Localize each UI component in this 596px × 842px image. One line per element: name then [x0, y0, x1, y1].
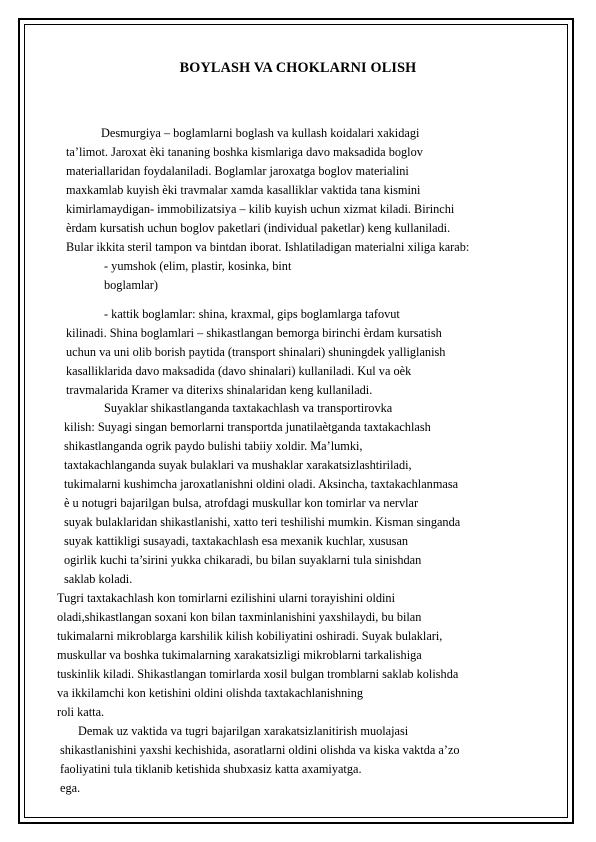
text-line: saklab koladi.: [64, 572, 133, 586]
text-line: oladi,shikastlangan soxani kon bilan taxminlanishini yaxshilaydi, bu bilan: [57, 610, 422, 624]
text-line: muskullar va boshka tukimalarning xarakatsizligi mikroblarni tarkalishiga: [57, 648, 422, 662]
text-line: shikastlanishini yaxshi kechishida, asoratlarni oldini olishda va kiska vaktda a’zo: [60, 743, 460, 757]
text-line: taxtakachlanganda suyak bulaklari va mushaklar xarakatsizlashtiriladi,: [64, 458, 412, 472]
text-line: va ikkilamchi kon ketishini oldini olishda taxtakachlanishning: [57, 686, 364, 700]
text-line: faoliyatini tula tiklanib ketishida shubxasiz katta axamiyatga.: [60, 762, 362, 776]
text-line: - yumshok (elim, plastir, kosinka, bint: [104, 259, 292, 273]
text-line: materiallaridan foydalaniladi. Boglamlar jaroxatga boglov materialini: [66, 164, 409, 178]
text-line: Bular ikkita steril tampon va bintdan iborat. Ishlatiladigan materialni xiliga karab:: [66, 240, 470, 254]
text-line: maxkamlab kuyish ѐki travmalar xamda kasalliklar vaktida tana kismini: [66, 183, 421, 197]
text-line: Suyaklar shikastlanganda taxtakachlash va transportirovka: [104, 401, 393, 415]
text-line: kilish: Suyagi singan bemorlarni transportda junatilaѐtganda taxtakachlash: [64, 420, 431, 434]
text-line: kasalliklarida davo maksadida (davo shinalari) kullaniladi. Kul va oѐk: [66, 364, 412, 378]
text-line: ѐ u notugri bajarilgan bulsa, atrofdagi muskullar kon tomirlar va nervlar: [64, 496, 419, 510]
document-title: BOYLASH VA CHOKLARNI OLISH: [179, 60, 417, 76]
text-line: ega.: [60, 781, 81, 795]
text-line: Demak uz vaktida va tugri bajarilgan xarakatsizlanitirish muolajasi: [78, 724, 409, 738]
text-line: roli katta.: [57, 705, 105, 719]
text-line: kilinadi. Shina boglamlari – shikastlangan bemorga birinchi ѐrdam kursatish: [66, 326, 442, 340]
text-line: travmalarida Kramer va diterixs shinalaridan keng kullaniladi.: [66, 383, 373, 397]
text-line: uchun va uni olib borish paytida (transport shinalari) shuningdek yalliglanish: [66, 345, 446, 359]
text-line: Desmurgiya – boglamlarni boglash va kullash koidalari xakidagi: [101, 126, 420, 140]
text-line: tuskinlik kiladi. Shikastlangan tomirlarda xosil bulgan tromblarni saklab kolishda: [57, 667, 459, 681]
text-line: shikastlanganda ogrik paydo bulishi tabiiy xoldir. Ma’lumki,: [64, 439, 363, 453]
text-line: boglamlar): [104, 278, 158, 292]
text-line: ta’limot. Jaroxat ѐki tananing boshka kismlariga davo maksadida boglov: [66, 145, 423, 159]
text-line: suyak bulaklaridan shikastlanishi, xatto teri teshilishi mumkin. Kisman singanda: [64, 515, 461, 529]
text-line: - kattik boglamlar: shina, kraxmal, gips boglamlarga tafovut: [104, 307, 400, 321]
text-line: ѐrdam kursatish uchun boglov paketlari (individual paketlar) keng kullaniladi.: [66, 221, 451, 235]
text-line: Tugri taxtakachlash kon tomirlarni ezilishini ularni torayishini oldini: [57, 591, 396, 605]
text-line: kimirlamaydigan- immobilizatsiya – kilib kuyish uchun xizmat kiladi. Birinchi: [66, 202, 455, 216]
text-line: tukimalarni mikroblarga karshilik kilish kobiliyatini oshiradi. Suyak bulaklari,: [57, 629, 443, 643]
text-line: suyak kattikligi susayadi, taxtakachlash esa mexanik kuchlar, xususan: [64, 534, 409, 548]
text-line: ogirlik kuchi ta’sirini yukka chikaradi, bu bilan suyaklarni tula sinishdan: [64, 553, 422, 567]
text-line: tukimalarni kushimcha jaroxatlanishni oldini oladi. Aksincha, taxtakachlanmasa: [64, 477, 459, 491]
